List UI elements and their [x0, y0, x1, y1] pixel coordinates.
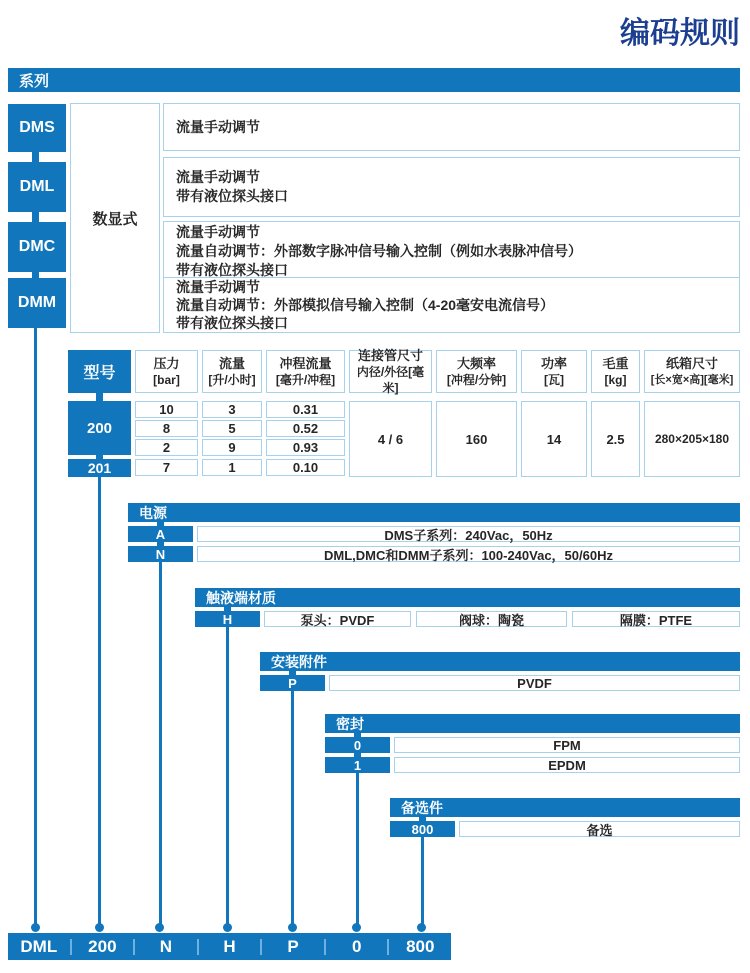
cell-flow: 9 [202, 439, 262, 456]
series-section-header: 系列 [8, 68, 740, 92]
col-name: 毛重 [602, 355, 629, 371]
cell-carton: 280×205×180 [644, 401, 740, 477]
cell-max-frequency: 160 [436, 401, 517, 477]
seal-value-epdm: EPDM [394, 757, 740, 773]
col-header-pressure [135, 350, 198, 393]
wetted-value-pump-head: 泵头：PVDF [264, 611, 411, 627]
col-name: 连接管尺寸 [357, 347, 423, 363]
seal-code-1: 1 [325, 757, 390, 773]
connector-line-series [34, 328, 37, 927]
code-segment-series: DML [20, 936, 58, 956]
wetted-code-h: H [195, 611, 260, 627]
col-unit: [瓦] [544, 372, 564, 387]
options-code-800: 800 [390, 821, 455, 837]
wetted-value-diaphragm: 隔膜：PTFE [572, 611, 740, 627]
connector-tab [32, 272, 39, 278]
series-code-dmm: DMM [8, 278, 66, 328]
connector-dot [352, 923, 361, 932]
col-header-max-frequency [436, 350, 517, 393]
col-header-carton [644, 350, 740, 393]
series-code-dml: DML [8, 162, 66, 212]
power-code-n: N [128, 546, 193, 562]
col-header-connection [349, 347, 432, 395]
cell-flow: 3 [202, 401, 262, 418]
desc-line: 流量手动调节 [176, 279, 260, 295]
power-section-header: 电源 [128, 503, 740, 522]
col-name: 压力 [153, 355, 180, 371]
cell-connection: 4 / 6 [349, 401, 432, 477]
col-unit: [长×宽×高][毫米] [650, 373, 734, 386]
options-value: 备选 [459, 821, 740, 837]
col-name: 流量 [218, 355, 245, 371]
cell-stroke-flow: 0.31 [266, 401, 345, 418]
desc-line: 流量手动调节 [176, 223, 260, 240]
power-code-a: A [128, 526, 193, 542]
col-name: 冲程流量 [279, 355, 332, 371]
series-code-dmc: DMC [8, 222, 66, 272]
code-segment-options: 800 [406, 936, 435, 956]
connector-dot [95, 923, 104, 932]
code-segment-seal: 0 [351, 936, 362, 956]
page-title: 编码规则 [620, 17, 740, 50]
connector-tab [32, 152, 39, 162]
series-code-dms: DMS [8, 104, 66, 152]
desc-line: 流量手动调节 [176, 169, 260, 185]
col-name: 功率 [540, 355, 567, 371]
col-unit: 内径/外径[毫米] [356, 364, 425, 395]
wetted-material-section-header: 触液端材质 [195, 588, 740, 607]
col-header-stroke-flow [266, 350, 345, 393]
cell-stroke-flow: 0.52 [266, 420, 345, 437]
col-unit: [升/小时] [208, 372, 256, 387]
cell-stroke-flow: 0.10 [266, 459, 345, 476]
connector-line-seal [356, 773, 359, 927]
cell-stroke-flow: 0.93 [266, 439, 345, 456]
cell-weight: 2.5 [591, 401, 640, 477]
col-unit: [bar] [153, 372, 180, 387]
connector-line-wetted [226, 627, 229, 927]
cell-pressure: 8 [135, 420, 198, 437]
connector-line-power [159, 562, 162, 927]
options-section-header: 备选件 [390, 798, 740, 817]
power-value-n: DML,DMC和DMM子系列：100-240Vac，50/60Hz [197, 546, 740, 562]
connector-tab [32, 212, 39, 222]
connector-dot [288, 923, 297, 932]
code-segment-power: N [159, 936, 173, 956]
wetted-value-valve-ball: 阀球：陶瓷 [416, 611, 567, 627]
series-desc-dmm [163, 277, 740, 333]
series-desc-dml [163, 157, 740, 217]
cell-flow: 5 [202, 420, 262, 437]
connector-line-options [421, 837, 424, 927]
col-name: 纸箱尺寸 [665, 355, 718, 371]
desc-line: 带有液位探头接口 [176, 188, 288, 204]
model-code-200: 200 [68, 401, 131, 455]
series-desc-dmc [163, 221, 740, 281]
desc-line: 流量自动调节：外部数字脉冲信号输入控制（例如水表脉冲信号） [176, 242, 582, 259]
desc-line: 带有液位探头接口 [176, 261, 288, 278]
model-table-key-header: 型号 [68, 350, 131, 393]
cell-pressure: 7 [135, 459, 198, 476]
cell-pressure: 10 [135, 401, 198, 418]
col-header-power [521, 350, 587, 393]
example-code-bar [8, 933, 451, 960]
mounting-value: PVDF [329, 675, 740, 691]
seal-section-header: 密封 [325, 714, 740, 733]
cell-power: 14 [521, 401, 587, 477]
col-header-weight [591, 350, 640, 393]
connector-dot [155, 923, 164, 932]
connector-tab [96, 393, 103, 401]
desc-line: 流量手动调节 [176, 118, 260, 135]
cell-flow: 1 [202, 459, 262, 476]
display-type-group-box: 数显式 [70, 103, 160, 333]
desc-line: 带有液位探头接口 [176, 315, 288, 331]
connector-line-model [98, 477, 101, 927]
col-unit: [kg] [604, 372, 627, 387]
col-header-flow [202, 350, 262, 393]
code-segment-wetted: H [223, 936, 236, 956]
mounting-section-header: 安装附件 [260, 652, 740, 671]
connector-dot [417, 923, 426, 932]
connector-line-mounting [291, 691, 294, 927]
model-code-201: 201 [68, 459, 131, 477]
code-segment-mounting: P [287, 936, 299, 956]
col-unit: [毫升/冲程] [275, 372, 336, 387]
power-value-a: DMS子系列：240Vac，50Hz [197, 526, 740, 542]
series-desc-dms [163, 103, 740, 151]
cell-pressure: 2 [135, 439, 198, 456]
code-segment-model: 200 [88, 936, 117, 956]
col-name: 大频率 [456, 355, 496, 371]
connector-dot [223, 923, 232, 932]
seal-value-fpm: FPM [394, 737, 740, 753]
desc-line: 流量自动调节：外部模拟信号输入控制（4-20毫安电流信号） [176, 297, 555, 313]
mounting-code-p: P [260, 675, 325, 691]
connector-dot [31, 923, 40, 932]
seal-code-0: 0 [325, 737, 390, 753]
col-unit: [冲程/分钟] [446, 372, 507, 387]
